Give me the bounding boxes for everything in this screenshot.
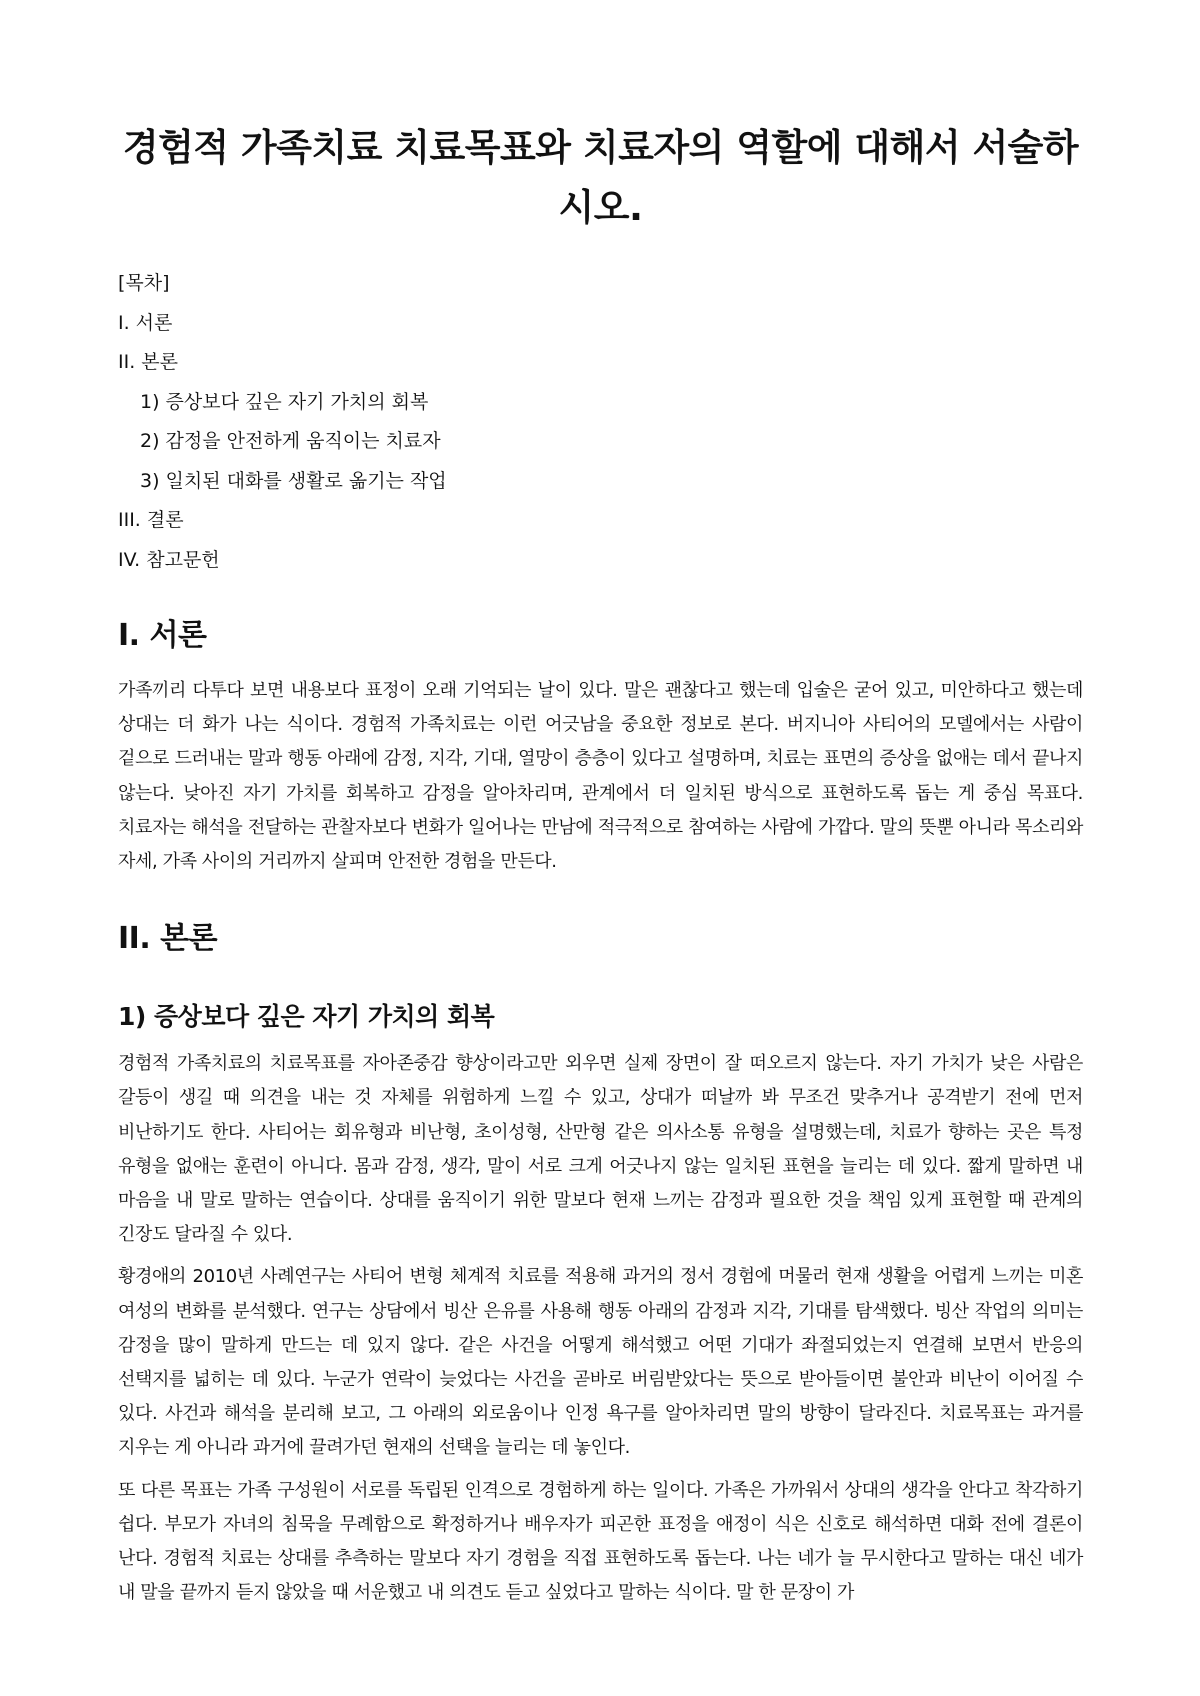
- body-paragraph-1: 경험적 가족치료의 치료목표를 자아존중감 향상이라고만 외우면 실제 장면이 잘 떠오르지 않는다. 자기 가치가 낮은 사람은 갈등이 생길 때 의견을 내는 것 자체를 위험하게 느낄 수 있고, 상대가 떠날까 봐 무조건 맞추거나 공격받기 전에 먼저 비난하기도 한다. 사티어는 회유형과 비난형, 초이성형, 산만형 같은 의사소통 유형을 설명했는데, 치료가 향하는 곳은 특정 유형을 없애는 훈련이 아니다. 몸과 감정, 생각, 말이 서로 크게 어긋나지 않는 일치된 표현을 늘리는 데 있다. 짧게 말하면 내 마음을 내 말로 말하는 연습이다. 상대를 움직이기 위한 말보다 현재 느끼는 감정과 필요한 것을 책임 있게 표현할 때 관계의 긴장도 달라질 수 있다.: [118, 1053, 1083, 1246]
- body-paragraph-2: 황경애의 2010년 사례연구는 사티어 변형 체계적 치료를 적용해 과거의 정서 경험에 머물러 현재 생활을 어렵게 느끼는 미혼 여성의 변화를 분석했다. 연구는 상담에서 빙산 은유를 사용해 행동 아래의 감정과 지각, 기대를 탐색했다. 빙산 작업의 의미는 감정을 많이 말하게 만드는 데 있지 않다. 같은 사건을 어떻게 해석했고 어떤 기대가 좌절되었는지 연결해 보면서 반응의 선택지를 넓히는 데 있다. 누군가 연락이 늦었다는 사건을 곧바로 버림받았다는 뜻으로 받아들이면 불안과 비난이 이어질 수 있다. 사건과 해석을 분리해 보고, 그 아래의 외로움이나 인정 욕구를 알아차리면 말의 방향이 달라진다. 치료목표는 과거를 지우는 게 아니라 과거에 끌려가던 현재의 선택을 늘리는 데 놓인다.: [118, 1266, 1083, 1459]
- toc-item-references: IV. 참고문헌: [118, 548, 220, 571]
- table-of-contents: [118, 264, 1083, 580]
- subsection-heading-1: 1) 증상보다 깊은 자기 가치의 회복: [118, 1002, 495, 1032]
- toc-heading: [목차]: [118, 272, 170, 294]
- section-heading-body: II. 본론: [118, 921, 218, 957]
- toc-item-conclusion: III. 결론: [118, 509, 184, 531]
- section-heading-intro: I. 서론: [118, 618, 207, 653]
- toc-item-body-3: 3) 일치된 대화를 생활로 옮기는 작업: [140, 469, 447, 492]
- intro-paragraph: 가족끼리 다투다 보면 내용보다 표정이 오래 기억되는 날이 있다. 말은 괜찮다고 했는데 입술은 굳어 있고, 미안하다고 했는데 상대는 더 화가 나는 식이다. 경험적 가족치료는 이런 어긋남을 중요한 정보로 본다. 버지니아 사티어의 모델에서는 사람이 겉으로 드러내는 말과 행동 아래에 감정, 지각, 기대, 열망이 층층이 있다고 설명하며, 치료는 표면의 증상을 없애는 데서 끝나지 않는다. 낮아진 자기 가치를 회복하고 감정을 알아차리며, 관계에서 더 일치된 방식으로 표현하도록 돕는 게 중심 목표다. 치료자는 해석을 전달하는 관찰자보다 변화가 일어나는 만남에 적극적으로 참여하는 사람에 가깝다. 말의 뜻뿐 아니라 목소리와 자세, 가족 사이의 거리까지 살피며 안전한 경험을 만든다.: [118, 680, 1083, 873]
- body-paragraph-3: 또 다른 목표는 가족 구성원이 서로를 독립된 인격으로 경험하게 하는 일이다. 가족은 가까워서 상대의 생각을 안다고 착각하기 쉽다. 부모가 자녀의 침묵을 무례함으로 확정하거나 배우자가 피곤한 표정을 애정이 식은 신호로 해석하면 대화 전에 결론이 난다. 경험적 치료는 상대를 추측하는 말보다 자기 경험을 직접 표현하도록 돕는다. 나는 네가 늘 무시한다고 말하는 대신 네가 내 말을 끝까지 듣지 않았을 때 서운했고 내 의견도 듣고 싶었다고 말하는 식이다. 말 한 문장이 가: [118, 1479, 1083, 1604]
- toc-item-body-2: 2) 감정을 안전하게 움직이는 치료자: [140, 430, 441, 452]
- document-page: [118, 0, 1083, 1610]
- document-title: 경험적 가족치료 치료목표와 치료자의 역할에 대해서 서술하시오.: [122, 126, 1079, 229]
- toc-item-intro: I. 서론: [118, 311, 173, 334]
- toc-item-body: II. 본론: [118, 351, 178, 373]
- toc-item-body-1: 1) 증상보다 깊은 자기 가치의 회복: [140, 390, 429, 413]
